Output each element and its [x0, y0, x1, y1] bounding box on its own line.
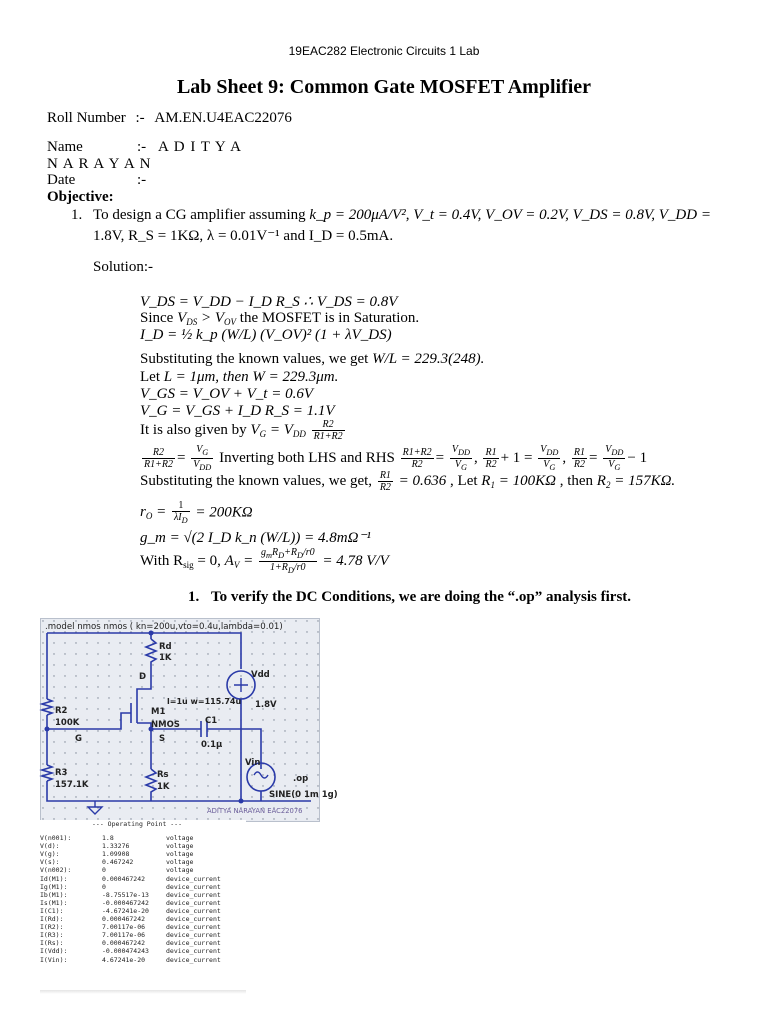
operating-point-output — [40, 820, 246, 990]
roll-label: Roll Number — [47, 110, 126, 126]
resistor-values-line: Substituting the known values, we get, $\frac{R1}{R2}$ = 0.636 , Let $R_1 = 100K\Omega$ , then $R_2 = 157K\Omega$. — [140, 470, 676, 493]
op-name: Id(M1): — [40, 874, 68, 883]
also-given-line: It is also given by $V_G = V_{DD}$ $\frac{R2}{R1+R2}$ — [140, 419, 343, 442]
op-type: device_current — [166, 947, 221, 956]
op-results-list — [40, 834, 246, 964]
drain-current-equation: I_D = ½ k_p (W/L) (V_OV)² (1 + λV_DS) — [140, 327, 392, 343]
op-name: V(d): — [40, 842, 60, 851]
op-name: V(s): — [40, 858, 60, 867]
op-name: I(Rd): — [40, 915, 64, 924]
op-type: device_current — [166, 882, 221, 891]
op-row — [40, 834, 246, 842]
step1-text: To verify the DC Conditions, we are doing the “.op” analysis first. — [211, 589, 632, 605]
node-s-label: S — [159, 734, 166, 744]
date-label: Date — [47, 172, 76, 188]
vgs-equation: V_GS = V_OV + V_t = 0.6V — [140, 386, 313, 402]
op-row — [40, 915, 246, 923]
r3-name: R3 — [55, 768, 68, 778]
gm-equation: g_m = √(2 I_D k_n (W/L)) = 4.8mΩ⁻¹ — [140, 530, 371, 546]
op-row — [40, 858, 246, 866]
m1-type: NMOS — [151, 720, 180, 730]
op-name: I(R2): — [40, 923, 64, 932]
roll-separator: :- — [135, 110, 145, 126]
op-row — [40, 842, 246, 850]
objective-specs-line1: k_p = 200μA/V², V_t = 0.4V, V_OV = 0.2V, V_DS = 0.8V, V_DD = — [309, 207, 711, 223]
op-row — [40, 850, 246, 858]
op-type: device_current — [166, 898, 221, 907]
op-name: I(Vdd): — [40, 947, 68, 956]
op-type: voltage — [166, 858, 194, 867]
since-tail: the MOSFET is in Saturation. — [239, 310, 420, 326]
r3-value: 157.1K — [55, 780, 89, 790]
op-row — [40, 883, 246, 891]
c1-value: 0.1μ — [201, 740, 223, 750]
op-row — [40, 866, 246, 874]
op-value: 0 — [102, 882, 106, 891]
roll-number-row — [47, 110, 292, 127]
op-type: voltage — [166, 866, 194, 875]
op-value: 0.000467242 — [102, 915, 146, 924]
op-row — [40, 907, 246, 915]
op-type: device_current — [166, 939, 221, 948]
op-value: 7.00117e-06 — [102, 931, 146, 940]
op-row — [40, 891, 246, 899]
objective-line1: To design a CG amplifier assuming — [93, 207, 306, 223]
step1-number: 1. — [188, 589, 200, 605]
objective-label: Objective: — [47, 189, 114, 205]
date-separator: :- — [137, 172, 147, 188]
solution-label: Solution:- — [93, 259, 154, 275]
av-value: = 4.78 V/V — [322, 552, 389, 569]
output-shadow — [40, 990, 246, 994]
op-value: 1.33276 — [102, 842, 130, 851]
vin-name: Vin — [245, 758, 261, 768]
op-name: I(R3): — [40, 931, 64, 940]
divider-fraction: $\frac{R2}{R1+R2}$ — [313, 419, 343, 442]
op-value: 1.8 — [102, 834, 114, 843]
op-type: device_current — [166, 890, 221, 899]
op-name: V(g): — [40, 850, 60, 859]
op-name: V(n002): — [40, 866, 72, 875]
objective-text — [93, 207, 711, 224]
ltspice-schematic — [40, 618, 338, 822]
rs-value: 1K — [157, 782, 170, 792]
let-r1-text: , Let — [450, 472, 478, 489]
subst-wl-text: Substituting the known values, we get — [140, 351, 369, 367]
op-type: voltage — [166, 850, 194, 859]
page-title: Lab Sheet 9: Common Gate MOSFET Amplifier — [176, 76, 592, 98]
objective-number: 1. — [71, 207, 83, 223]
name-label: Name — [47, 139, 83, 155]
op-row — [40, 956, 246, 964]
op-row — [40, 923, 246, 931]
node-g-label: G — [75, 734, 82, 744]
vg-equation: V_G = V_GS + I_D R_S = 1.1V — [140, 403, 335, 419]
saturation-line: Since $V_{DS} > V_{OV}$ the MOSFET is in Saturation. — [140, 310, 420, 327]
op-type: voltage — [166, 834, 194, 843]
op-type: device_current — [166, 915, 221, 924]
model-directive: .model nmos nmos ( kn=200u,vto=0.4u,lambda=0.01) — [45, 622, 283, 632]
op-name: Ig(M1): — [40, 882, 68, 891]
op-type: device_current — [166, 955, 221, 964]
op-name: I(C1): — [40, 906, 64, 915]
node-d-label: D — [139, 672, 147, 682]
op-row — [40, 947, 246, 955]
rd-value: 1K — [159, 653, 172, 663]
vin-value: SINE(0 1m 1g) — [269, 790, 338, 800]
op-value: -8.75517e-13 — [102, 890, 149, 899]
op-name: I(Rs): — [40, 939, 64, 948]
course-header: 19EAC282 Electronic Circuits 1 Lab — [288, 44, 480, 58]
let-l-value: L = 1μm, then W = 229.3μm. — [163, 369, 339, 385]
op-title: --- Operating Point --- — [92, 820, 183, 828]
op-value: 0.000467242 — [102, 874, 146, 883]
op-name: I(Vin): — [40, 955, 68, 964]
op-name: Ib(M1): — [40, 890, 68, 899]
let-l-text: Let — [140, 369, 160, 385]
op-value: 1.09908 — [102, 850, 130, 859]
ro-line: $r_O$ = $\frac{1}{\lambda I_D}$ = 200KΩ — [140, 500, 253, 525]
op-value: 4.67241e-20 — [102, 955, 146, 964]
inverting-line: $\frac{R2}{R1+R2}$ = $\frac{V_G}{V_{DD}}$ Inverting both LHS and RHS $\frac{R1+R2}{R2}$ = $\frac{V_{DD}}{V_G}$ , $\frac{R1}{R2}$ + 1 = $\frac{V_{DD}}{V_G}$ , $\frac{R1}{R2}$ = $\frac{V_{DD}}{V_G}$ − 1 — [144, 444, 648, 472]
step1-heading — [188, 589, 631, 606]
r2-value: 100K — [55, 718, 80, 728]
op-type: device_current — [166, 923, 221, 932]
op-value: 0 — [102, 866, 106, 875]
op-type: device_current — [166, 874, 221, 883]
r1-value: = 100KΩ — [498, 472, 556, 489]
op-row — [40, 899, 246, 907]
objective-specs-line2: 1.8V, R_S = 1KΩ, λ = 0.01V⁻¹ and I_D = 0.5mA. — [93, 228, 394, 244]
wl-line — [140, 351, 484, 368]
op-directive: .op — [293, 774, 309, 784]
since-text: Since — [140, 310, 174, 326]
m1-params: l=1u w=115.74u — [167, 697, 242, 706]
op-value: 0.000467242 — [102, 939, 146, 948]
let-l-line — [140, 369, 338, 386]
m1-name: M1 — [151, 707, 166, 717]
invert-text: Inverting both LHS and RHS — [219, 449, 395, 466]
roll-value: AM.EN.U4EAC22076 — [154, 110, 292, 126]
vds-equation: V_DS = V_DD − I_D R_S ∴ V_DS = 0.8V — [140, 294, 398, 310]
r2-value: = 157KΩ. — [614, 472, 676, 489]
name-value: A D I T Y A — [158, 139, 242, 155]
name-continued: N A R A Y A N — [47, 156, 152, 172]
ro-value: = 200KΩ — [195, 504, 253, 521]
op-value: 0.467242 — [102, 858, 134, 867]
op-type: device_current — [166, 906, 221, 915]
name-separator: :- — [137, 139, 147, 155]
op-name: Is(M1): — [40, 898, 68, 907]
r2-name: R2 — [55, 706, 68, 716]
op-value: -0.000474243 — [102, 947, 149, 956]
rd-name: Rd — [159, 642, 172, 652]
op-name: V(n001): — [40, 834, 72, 843]
c1-name: C1 — [205, 716, 218, 726]
vdd-value: 1.8V — [255, 700, 277, 710]
wl-value: W/L = 229.3(248). — [372, 351, 485, 367]
op-type: device_current — [166, 931, 221, 940]
rs-name: Rs — [157, 770, 169, 780]
op-value: 7.00117e-06 — [102, 923, 146, 932]
op-value: -0.000467242 — [102, 898, 149, 907]
op-value: -4.67241e-20 — [102, 906, 149, 915]
gain-line: With $R_{sig} = 0$, $A_V$ = $\frac{g_mR_D+R_D/r0}{1+R_D/r0}$ = 4.78 V/V — [140, 547, 389, 575]
vdd-name: Vdd — [251, 670, 270, 680]
op-row — [40, 931, 246, 939]
rsig-subscript: sig — [183, 559, 194, 570]
op-row — [40, 875, 246, 883]
also-text: It is also given by — [140, 421, 247, 438]
schematic-drawing — [41, 619, 338, 821]
op-row — [40, 939, 246, 947]
subst-r-text: Substituting the known values, we get, — [140, 472, 373, 489]
rsig-tail: = 0, — [197, 552, 221, 569]
with-rsig-text: With R — [140, 552, 184, 569]
watermark: ADITYA NARAYAN EAC22076 — [207, 807, 303, 815]
op-type: voltage — [166, 842, 194, 851]
r-ratio: = 0.636 — [398, 472, 447, 489]
then-r2-text: , then — [559, 472, 594, 489]
